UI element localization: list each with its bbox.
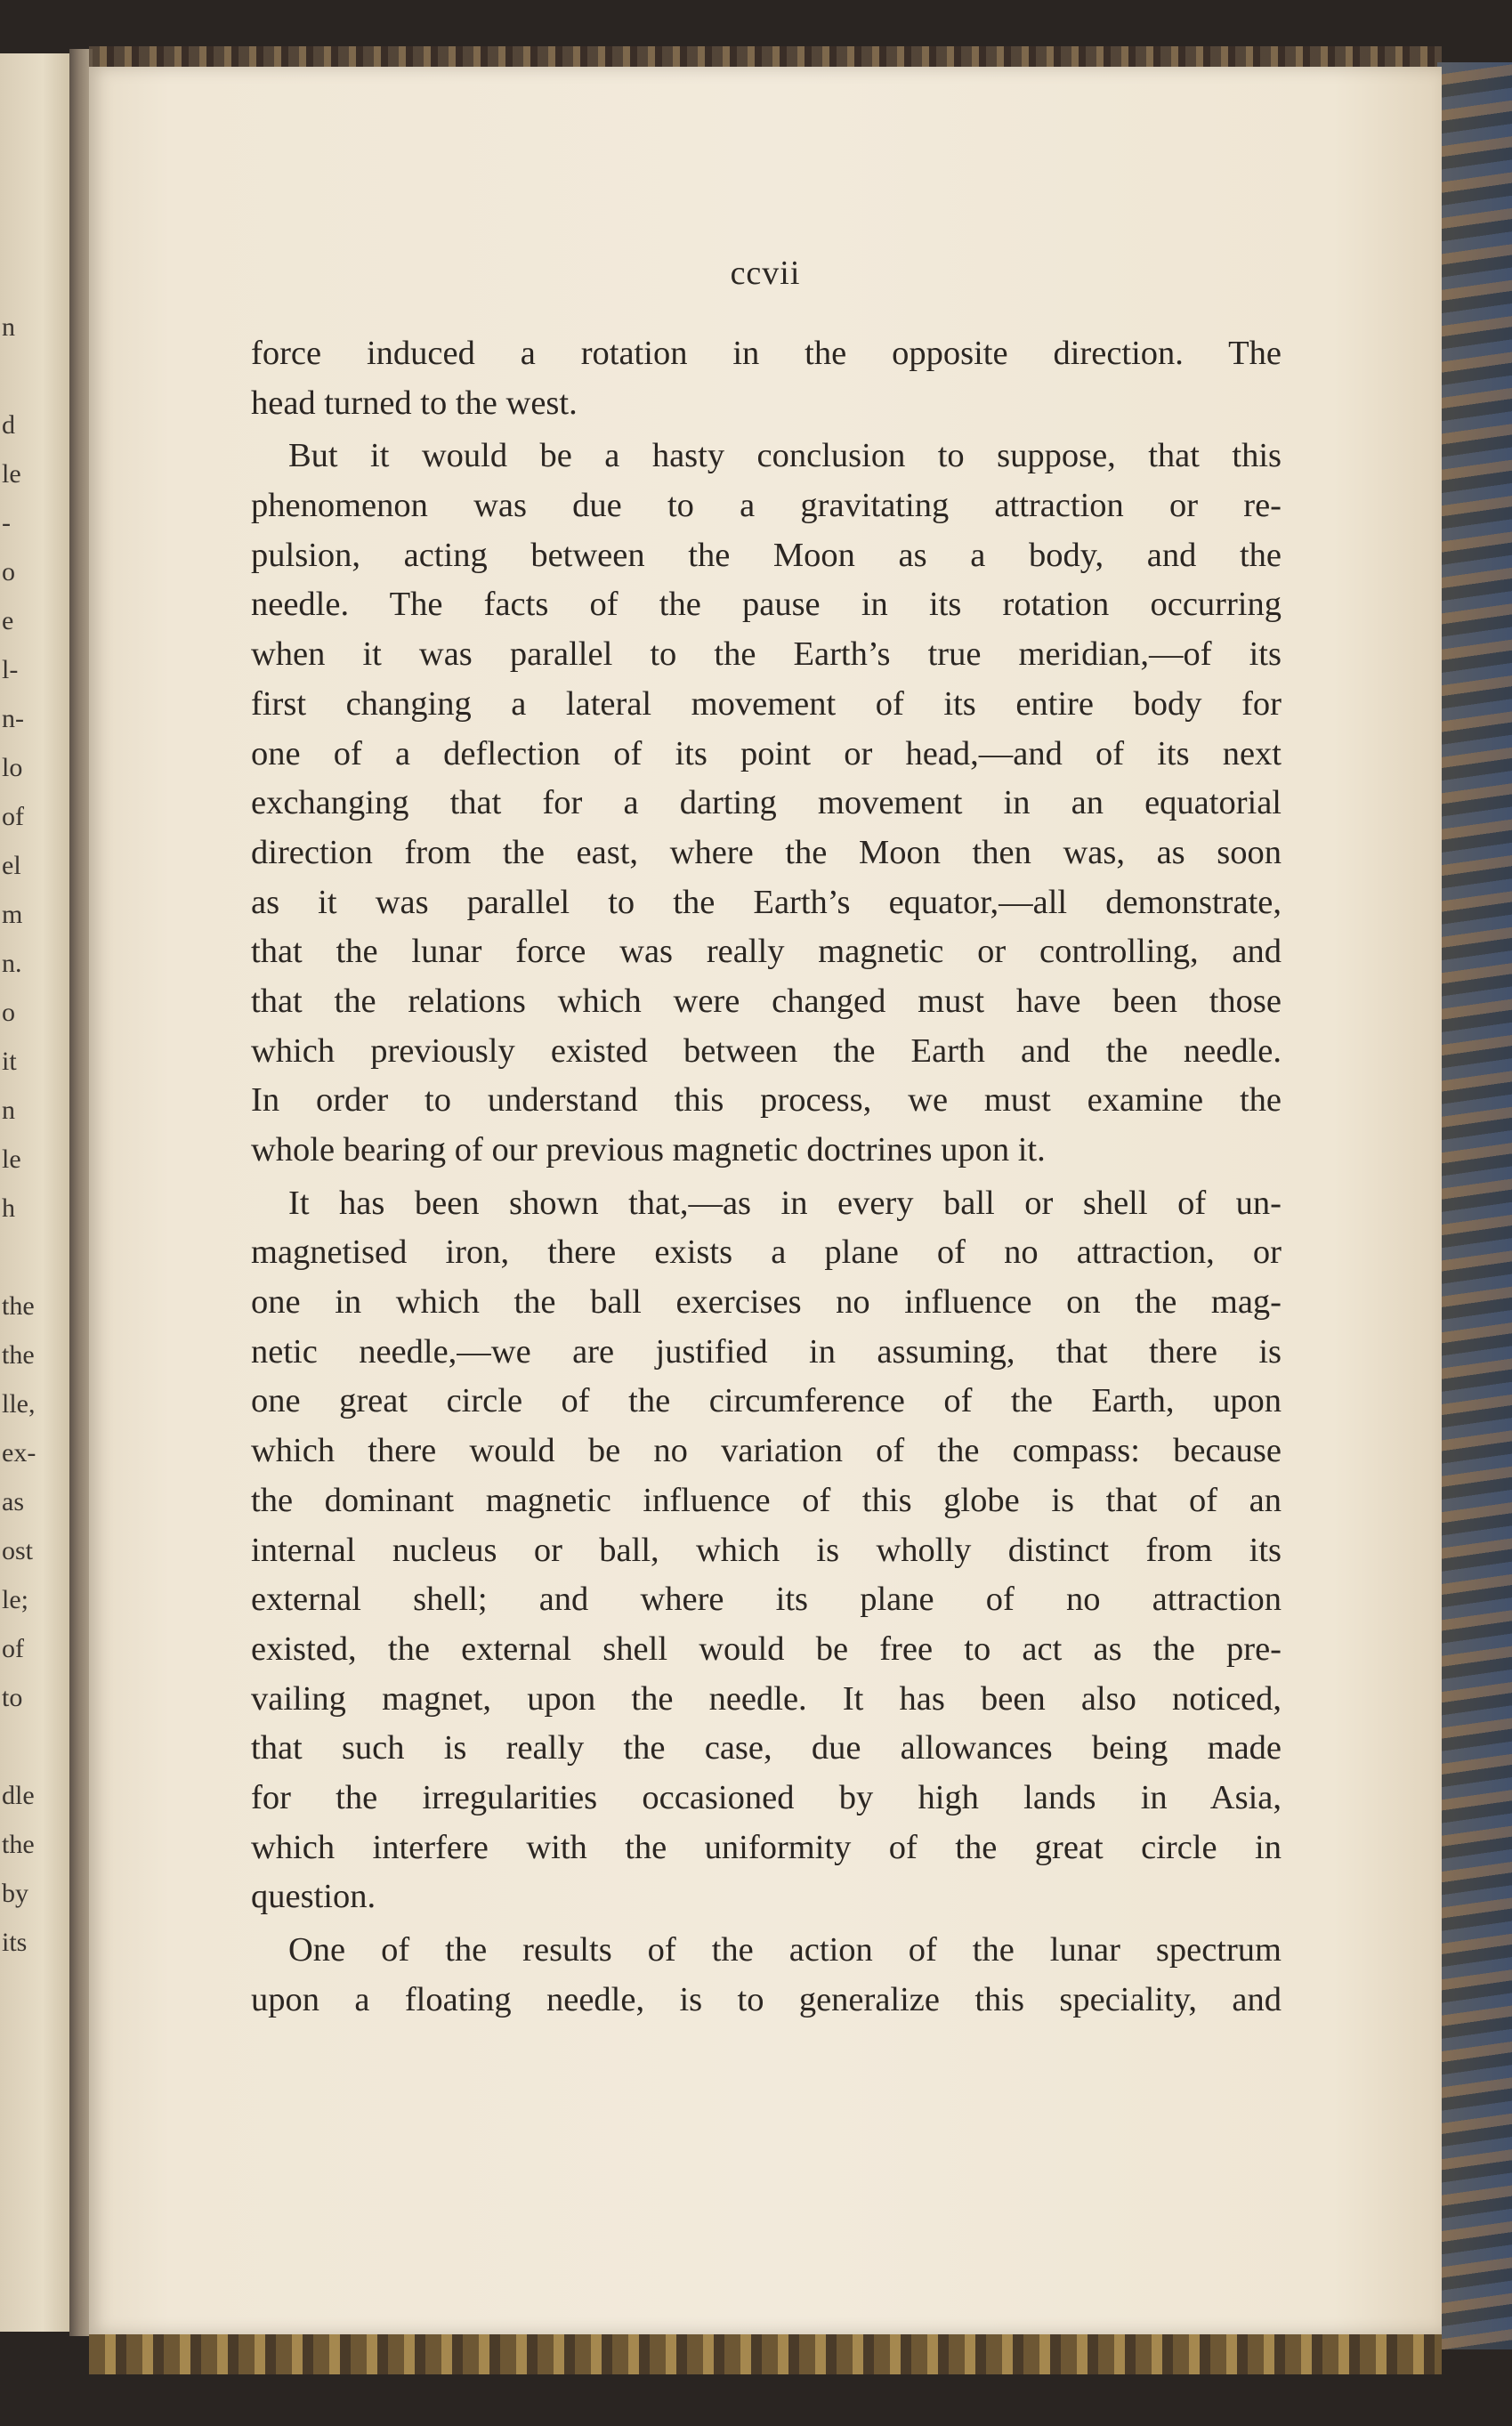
text-line: the dominant magnetic influence of this globe is that of an xyxy=(251,1481,1282,1519)
page-number: ccvii xyxy=(730,255,801,292)
text-line: One of the results of the action of the lunar spectrum xyxy=(288,1931,1282,1969)
text-line: that the lunar force was really magnetic or controlling, and xyxy=(251,933,1282,971)
text-line: one of a deflection of its point or head,—and of its next xyxy=(251,734,1282,772)
gilt-bottom-edge xyxy=(89,2330,1442,2374)
text-line: that the relations which were changed must have been those xyxy=(251,982,1282,1020)
text-line: one great circle of the circumference of the Earth, upon xyxy=(251,1382,1282,1420)
text-line: netic needle,—we are justified in assuming, that there is xyxy=(251,1332,1282,1371)
text-line: vailing magnet, upon the needle. It has been also noticed, xyxy=(251,1679,1282,1718)
text-line: internal nucleus or ball, which is wholly distinct from its xyxy=(251,1531,1282,1569)
text-line: direction from the east, where the Moon then was, as soon xyxy=(251,833,1282,871)
body-text xyxy=(251,329,1282,2025)
text-line: force induced a rotation in the opposite direction. The xyxy=(251,335,1282,372)
text-line: whole bearing of our previous magnetic doctrines upon it. xyxy=(251,1131,1046,1169)
text-line: head turned to the west. xyxy=(251,384,578,422)
text-line: which interfere with the uniformity of the great circle in xyxy=(251,1828,1282,1866)
text-line: But it would be a hasty conclusion to suppose, that this xyxy=(288,437,1282,475)
text-line: upon a floating needle, is to generalize this speciality, and xyxy=(251,1980,1282,2018)
text-line: magnetised iron, there exists a plane of no attraction, or xyxy=(251,1233,1282,1272)
marbled-fore-edge xyxy=(1437,62,1512,2349)
text-line: which previously existed between the Earth and the needle. xyxy=(251,1031,1282,1070)
text-line: external shell; and where its plane of no attraction xyxy=(251,1581,1282,1619)
text-line: In order to understand this process, we must examine the xyxy=(251,1081,1282,1120)
book-page xyxy=(89,67,1442,2334)
text-line: when it was parallel to the Earth’s true meridian,—of its xyxy=(251,635,1282,674)
facing-page-fragments: n d le - o e l- n- lo of el m n. o it n le h the the lle, ex- as ost le; of to dle the by its xyxy=(2,312,36,1957)
text-line: as it was parallel to the Earth’s equator,—all demonstrate, xyxy=(251,883,1282,921)
text-line: that such is really the case, due allowances being made xyxy=(251,1729,1282,1767)
text-line: question. xyxy=(251,1878,376,1916)
facing-page-edge xyxy=(0,53,71,2332)
text-line: phenomenon was due to a gravitating attraction or re- xyxy=(251,487,1282,525)
text-line: one in which the ball exercises no influence on the mag- xyxy=(251,1283,1282,1322)
text-line: which there would be no variation of the compass: because xyxy=(251,1432,1282,1470)
text-line: for the irregularities occasioned by high lands in Asia, xyxy=(251,1778,1282,1816)
text-line: first changing a lateral movement of its entire body for xyxy=(251,684,1282,723)
text-line: It has been shown that,—as in every ball or shell of un- xyxy=(288,1184,1282,1222)
text-line: exchanging that for a darting movement in an equatorial xyxy=(251,784,1282,822)
text-line: needle. The facts of the pause in its rotation occurring xyxy=(251,586,1282,624)
text-line: pulsion, acting between the Moon as a body, and the xyxy=(251,536,1282,574)
text-line: existed, the external shell would be free to act as the pre- xyxy=(251,1629,1282,1668)
